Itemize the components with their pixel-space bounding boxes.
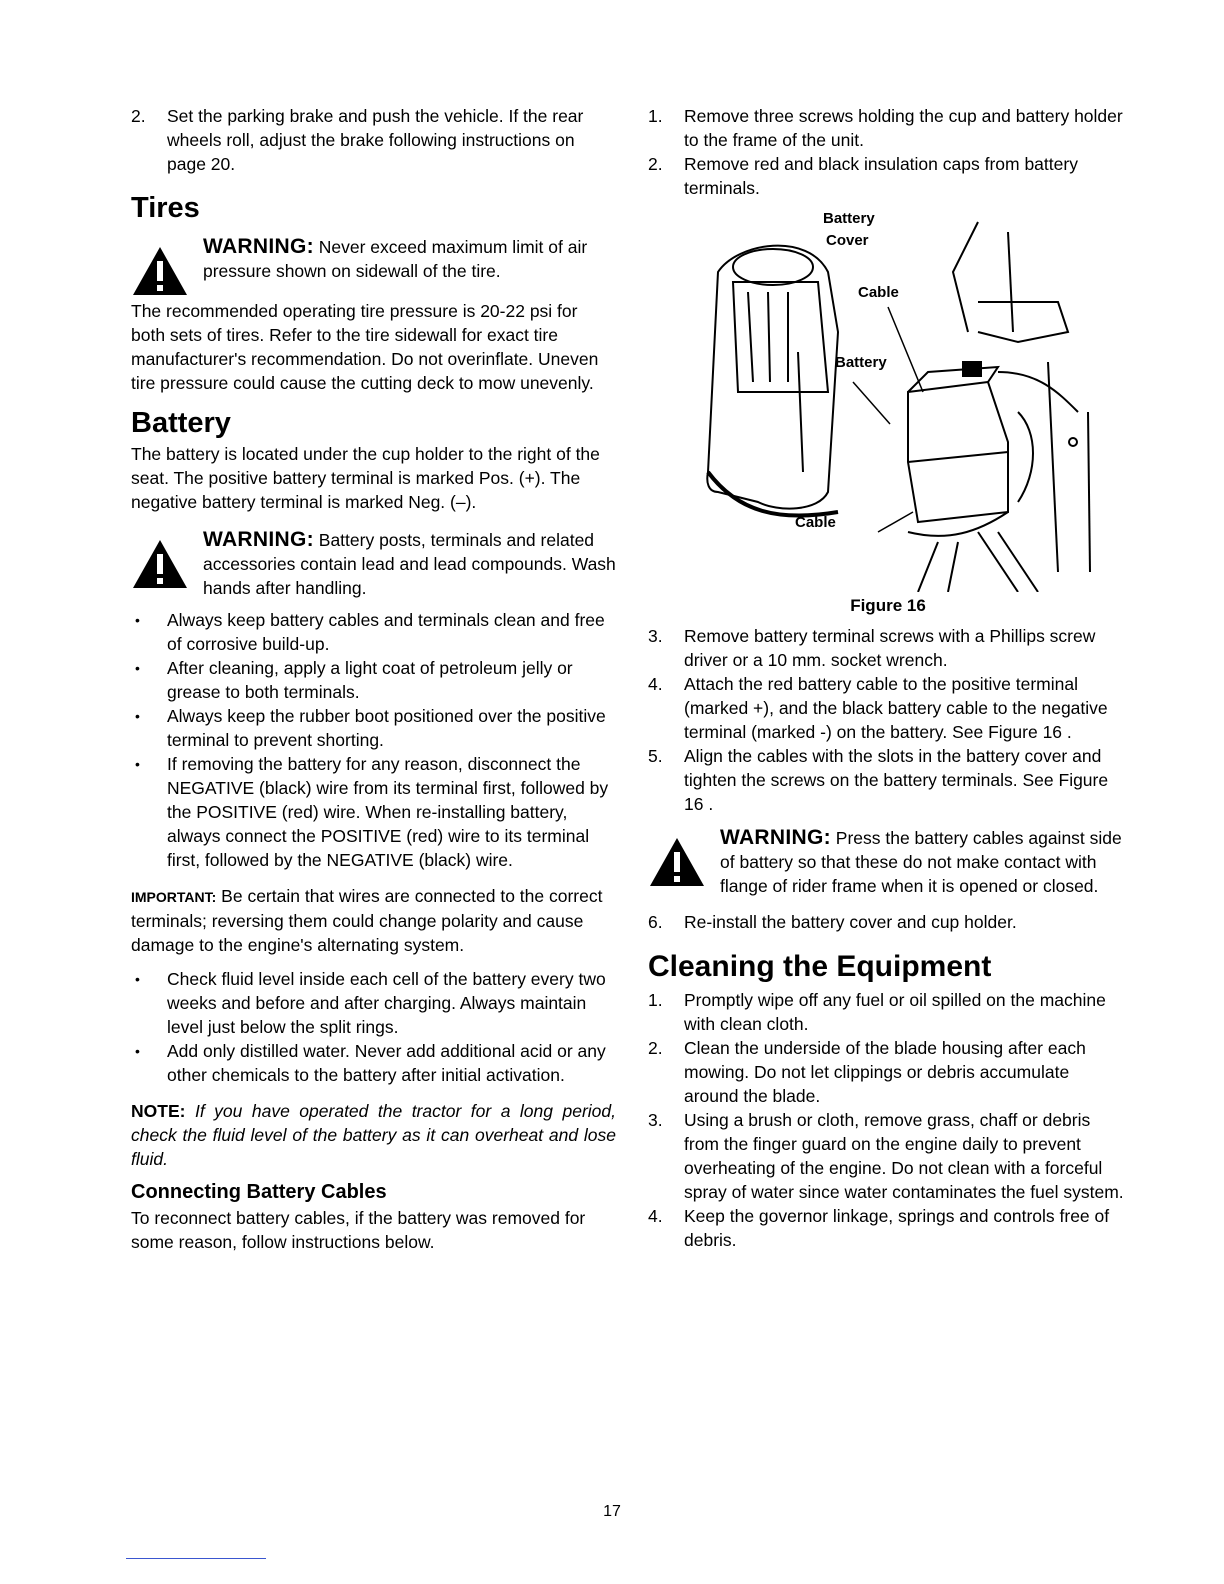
list-item: 3. Using a brush or cloth, remove grass, chaff or debris from the finger guard on the engine daily to prevent overheating of the engine. Do not clean with a forceful spray of water since water contaminates the fuel system.: [648, 1110, 1124, 1202]
list-item: • Check fluid level inside each cell of the battery every two weeks and before and after charging. Always maintain level just below the split rings.: [131, 967, 616, 1039]
battery-heading: Battery: [131, 407, 231, 439]
connecting-paragraph: To reconnect battery cables, if the battery was removed for some reason, follow instructions below.: [131, 1208, 586, 1252]
list-item: • If removing the battery for any reason, disconnect the NEGATIVE (black) wire from its terminal first, followed by the POSITIVE (red) wire. When re-installing battery, always connect the POSITIVE (red) wire to its terminal first, followed by the NEGATIVE (black) wire.: [131, 752, 616, 872]
warning-label: WARNING:: [720, 826, 831, 849]
connecting-heading: Connecting Battery Cables: [131, 1181, 387, 1203]
warning-text: Never exceed maximum limit of air pressure shown on sidewall of the tire.: [203, 237, 588, 281]
list-item: • Always keep battery cables and terminals clean and free of corrosive build-up.: [131, 608, 616, 656]
fluid-bullets: [131, 967, 616, 1087]
warning-text: Press the battery cables against side of battery so that these do not make contact with flange of rider frame when it is opened or closed.: [720, 828, 1122, 896]
cleaning-heading: Cleaning the Equipment: [648, 950, 992, 983]
list-item: 1. Promptly wipe off any fuel or oil spilled on the machine with clean cloth.: [648, 990, 1106, 1034]
tires-paragraph: The recommended operating tire pressure is 20-22 psi for both sets of tires. Refer to the tire sidewall for exact tire manufacturer's recommendation. Do not overinflate. Uneven tire pressure could cause the cutting deck to mow unevenly.: [131, 301, 599, 393]
right-column: [648, 104, 1128, 1252]
list-item: • Always keep the rubber boot positioned over the positive terminal to prevent shorting.: [131, 704, 616, 752]
warning-icon: [648, 836, 706, 888]
label-battery: Battery: [835, 354, 887, 371]
steps-a: [648, 104, 1128, 200]
label-battery-cover-2: Cover: [826, 232, 869, 249]
warning-icon: [131, 245, 189, 297]
left-column: [131, 104, 616, 1254]
battery-warning: [131, 528, 616, 600]
battery-bullets: [131, 608, 616, 872]
list-item: 4. Keep the governor linkage, springs and controls free of debris.: [648, 1206, 1110, 1250]
label-cable-top: Cable: [858, 284, 899, 301]
page-number: 17: [603, 1503, 621, 1520]
battery-paragraph: The battery is located under the cup holder to the right of the seat. The positive battery terminal is marked Pos. (+). The negative battery terminal is marked Neg. (–).: [131, 444, 600, 512]
list-item: 2. Remove red and black insulation caps from battery terminals.: [648, 154, 1078, 198]
list-item: 5. Align the cables with the slots in the battery cover and tighten the screws on the battery terminals. See Figure 16 .: [648, 746, 1109, 814]
footer-divider: [126, 1558, 266, 1559]
important-paragraph: IMPORTANT: Be certain that wires are connected to the correct terminals; reversing them could change polarity and cause damage to the engine's alternating system.: [131, 886, 603, 955]
label-cable-bottom: Cable: [795, 514, 836, 531]
tires-heading: Tires: [131, 192, 200, 224]
warning-text: Battery posts, terminals and related accessories contain lead and lead compounds. Wash hands after handling.: [203, 530, 616, 598]
steps-b: [648, 624, 1128, 816]
list-item: 1. Remove three screws holding the cup and battery holder to the frame of the unit.: [648, 106, 1123, 150]
list-item: 2. Set the parking brake and push the vehicle. If the rear wheels roll, adjust the brake following instructions on page 20.: [131, 106, 584, 174]
list-item: 4. Attach the red battery cable to the positive terminal (marked +), and the black battery cable to the negative terminal (marked -) on the battery. See Figure 16 .: [648, 674, 1108, 742]
cleaning-steps: [648, 988, 1128, 1252]
note-label: NOTE:: [131, 1101, 186, 1121]
figure-caption: Figure 16: [850, 596, 926, 615]
cables-warning: [648, 826, 1128, 898]
important-label: IMPORTANT:: [131, 889, 217, 905]
warning-icon: [131, 538, 189, 590]
battery-figure: [678, 212, 1098, 592]
list-item: 6. Re-install the battery cover and cup holder.: [648, 912, 1017, 932]
intro-steps: [131, 104, 616, 176]
list-item: • After cleaning, apply a light coat of petroleum jelly or grease to both terminals.: [131, 656, 616, 704]
list-item: 3. Remove battery terminal screws with a Phillips screw driver or a 10 mm. socket wrench.: [648, 626, 1096, 670]
list-item: 2. Clean the underside of the blade housing after each mowing. Do not let clippings or debris accumulate around the blade.: [648, 1038, 1086, 1106]
tires-warning: [131, 235, 616, 283]
warning-label: WARNING:: [203, 235, 314, 258]
note-paragraph: NOTE: If you have operated the tractor for a long period, check the fluid level of the battery as it can overheat and lose fluid.: [131, 1101, 616, 1169]
step-6: [648, 910, 1128, 934]
battery-illustration: [678, 212, 1098, 592]
label-battery-cover-1: Battery: [823, 210, 875, 227]
warning-label: WARNING:: [203, 528, 314, 551]
list-item: • Add only distilled water. Never add additional acid or any other chemicals to the battery after initial activation.: [131, 1039, 616, 1087]
